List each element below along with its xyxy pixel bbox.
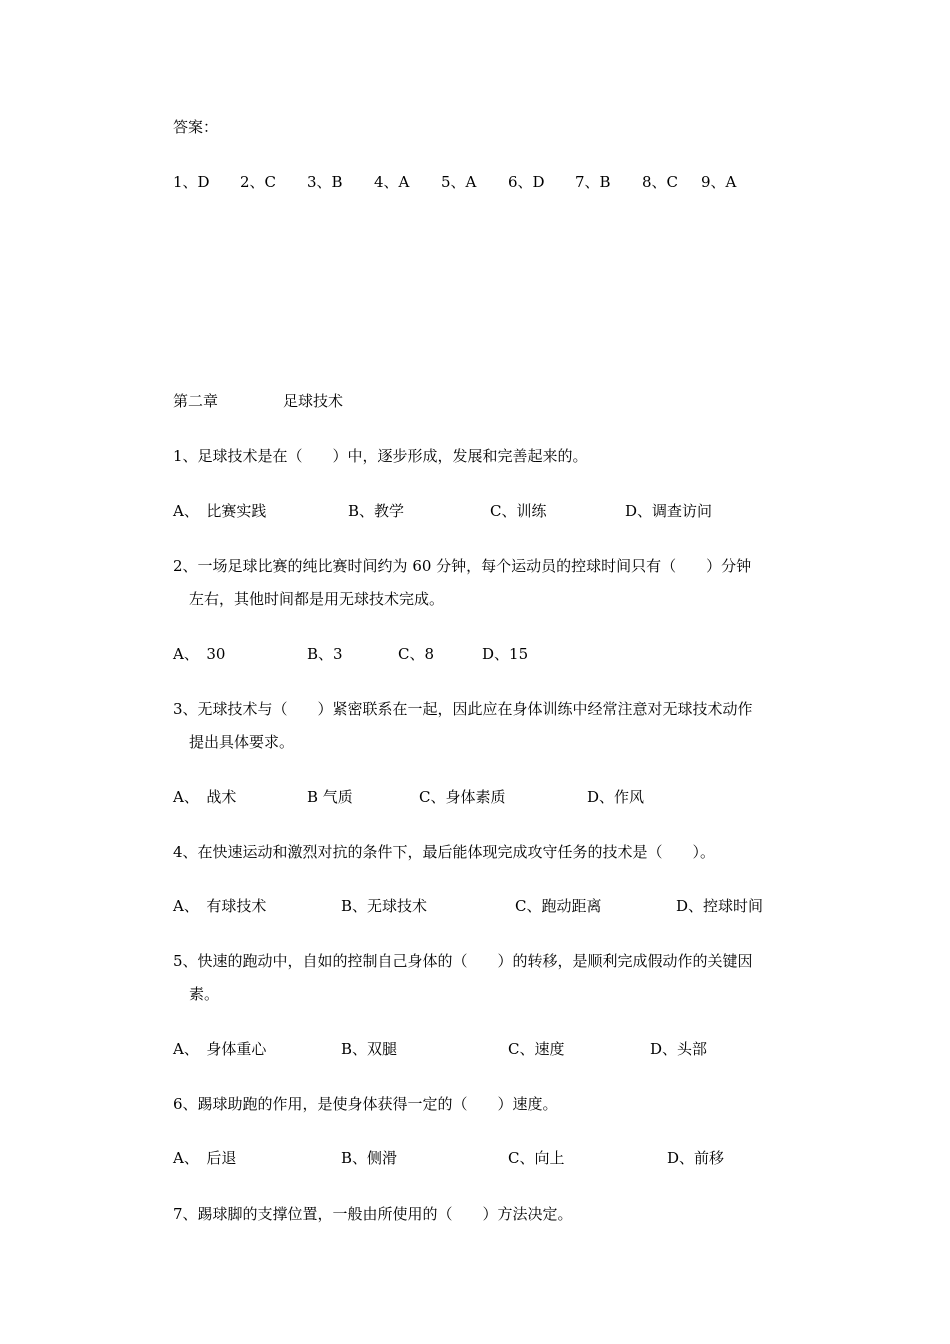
answers-label: 答案： [173, 118, 219, 136]
question-text: 6、踢球助跑的作用，是使身体获得一定的（ ）速度。 [173, 1095, 558, 1113]
option-c: C、向上 [508, 1149, 565, 1167]
question-text: 2、一场足球比赛的纯比赛时间约为 60 分钟，每个运动员的控球时间只有（ ）分钟 [173, 557, 752, 575]
question-text: 3、无球技术与（ ）紧密联系在一起，因此应在身体训练中经常注意对无球技术动作 [173, 700, 753, 718]
option-d: D、控球时间 [676, 897, 764, 915]
option-b: B、教学 [348, 502, 405, 520]
question-text-continued: 素。 [189, 985, 220, 1003]
question-text: 1、足球技术是在（ ）中，逐步形成，发展和完善起来的。 [173, 447, 588, 465]
option-b: B、3 [307, 645, 343, 663]
question-text-continued: 左右，其他时间都是用无球技术完成。 [189, 590, 445, 608]
option-d: D、前移 [667, 1149, 725, 1167]
option-a: A、 后退 [173, 1149, 237, 1167]
option-a: A、 身体重心 [173, 1040, 267, 1058]
option-b: B、无球技术 [341, 897, 428, 915]
answer-item: 9、A [701, 173, 737, 191]
option-d: D、调查访问 [625, 502, 713, 520]
question-text: 7、踢球脚的支撑位置，一般由所使用的（ ）方法决定。 [173, 1205, 573, 1223]
question-text: 5、快速的跑动中，自如的控制自己身体的（ ）的转移，是顺利完成假动作的关键因 [173, 952, 753, 970]
option-a: A、 有球技术 [173, 897, 267, 915]
option-d: D、作风 [587, 788, 645, 806]
question-text: 4、在快速运动和激烈对抗的条件下，最后能体现完成攻守任务的技术是（ ）。 [173, 843, 716, 861]
option-b: B、双腿 [341, 1040, 398, 1058]
option-b: B 气质 [307, 788, 353, 806]
answer-item: 7、B [575, 173, 611, 191]
answer-item: 4、A [374, 173, 410, 191]
chapter-title: 足球技术 [283, 392, 344, 410]
chapter-number: 第二章 [173, 392, 219, 410]
option-d: D、15 [482, 645, 529, 663]
option-a: A、 战术 [173, 788, 237, 806]
option-c: C、8 [398, 645, 435, 663]
answer-item: 1、D [173, 173, 210, 191]
option-d: D、头部 [650, 1040, 708, 1058]
option-c: C、跑动距离 [515, 897, 602, 915]
option-a: A、 30 [173, 645, 226, 663]
answer-item: 6、D [508, 173, 545, 191]
option-c: C、速度 [508, 1040, 565, 1058]
option-b: B、侧滑 [341, 1149, 398, 1167]
answer-item: 3、B [307, 173, 343, 191]
answer-item: 8、C [642, 173, 679, 191]
answer-item: 2、C [240, 173, 277, 191]
question-text-continued: 提出具体要求。 [189, 733, 295, 751]
option-c: C、训练 [490, 502, 547, 520]
option-c: C、身体素质 [419, 788, 506, 806]
answer-item: 5、A [441, 173, 477, 191]
option-a: A、 比赛实践 [173, 502, 267, 520]
